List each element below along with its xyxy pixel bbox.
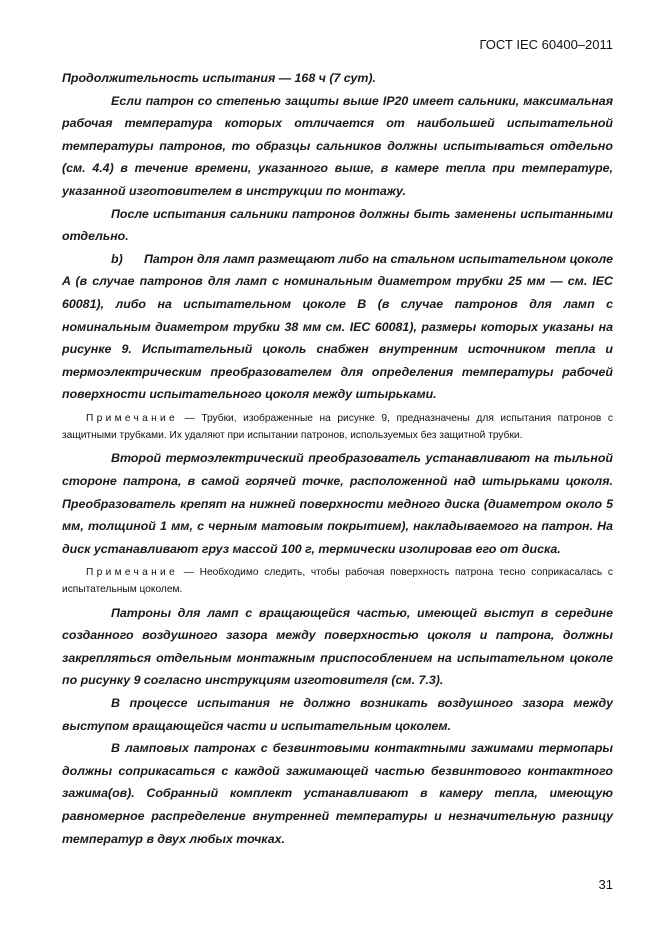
paragraph-screwless-terminals: В ламповых патронах с безвинтовыми контактными зажимами термопары должны соприкасаться с каждой зажимающей частью безвинтового контактного зажима(ов). Собранный комплект устанавливают в камеру тепла, имеющую равномерное распределение внутренней температуры и незначительную разницу температур в двух любых точках. (62, 741, 613, 846)
page-number: 31 (598, 877, 613, 892)
note-2 (62, 564, 613, 598)
paragraph-glands: Если патрон со степенью защиты выше IP20 имеет сальники, максимальная рабочая температура которых отличается от наибольшей испытательной температуры патронов, то образцы сальников должны испытываться отдельно (см. 4.4) в течение времени, указанного выше, в камере тепла при температуре, указанной изготовителем в инструкции по монтажу. (62, 93, 613, 198)
note-text: — Необходимо следить, чтобы рабочая поверхность патрона тесно соприкасалась с испытательным цоколем. (62, 567, 613, 596)
paragraph-air-gap: В процессе испытания не должно возникать воздушного зазора между выступом вращающейся части и испытательным цоколем. (62, 696, 613, 733)
note-1 (62, 410, 613, 444)
note-text: — Трубки, изображенные на рисунке 9, предназначены для испытания патронов с защитными трубками. Их удаляют при испытании патронов, используемых без защитной трубки. (62, 412, 613, 442)
standard-header: ГОСТ IEC 60400–2011 (479, 37, 613, 52)
paragraph-rotating-part: Патроны для ламп с вращающейся частью, имеющей выступ в середине созданного воздушного зазора между поверхностью цоколя и патрона, должны закрепляться отдельным монтажным приспособлением на испытательном цоколе по рисунку 9 согласно инструкциям изготовителя (см. 7.3). (62, 605, 613, 688)
list-item-text: Патрон для ламп размещают либо на стальном испытательном цоколе A (в случае патронов для ламп с номинальным диаметром трубки 25 мм — см. IEC 60081), либо на испытательном цоколе B (в случае патронов для ламп с номинальным диаметром трубки 38 мм см. IEC 60081), размеры которых указаны на рисунке 9. Испытательный цоколь снабжен внутренним источником тепла и термоэлектрическим преобразователем для определения температуры рабочей поверхности испытательного цоколя между штырьками. (62, 251, 613, 402)
note-label: Примечание (86, 412, 178, 424)
list-item-marker: b) (111, 251, 123, 266)
document-body (62, 67, 613, 850)
paragraph-test-duration: Продолжительность испытания — 168 ч (7 сут). (62, 71, 376, 85)
note-label: Примечание (86, 567, 178, 579)
paragraph-glands-replacement: После испытания сальники патронов должны быть заменены испытанными отдельно. (62, 206, 613, 244)
paragraph-second-thermocouple: Второй термоэлектрический преобразователь устанавливают на тыльной стороне патрона, в самой горячей точке, расположенной над штырьками цоколя. Преобразователь крепят на нижней поверхности медного диска (диаметром около 5 мм, толщиной 1 мм, с черным матовым покрытием), накладываемого на патрон. На диск устанавливают груз массой 100 г, термически изолировав его от диска. (62, 451, 613, 556)
list-item-b (62, 248, 613, 406)
